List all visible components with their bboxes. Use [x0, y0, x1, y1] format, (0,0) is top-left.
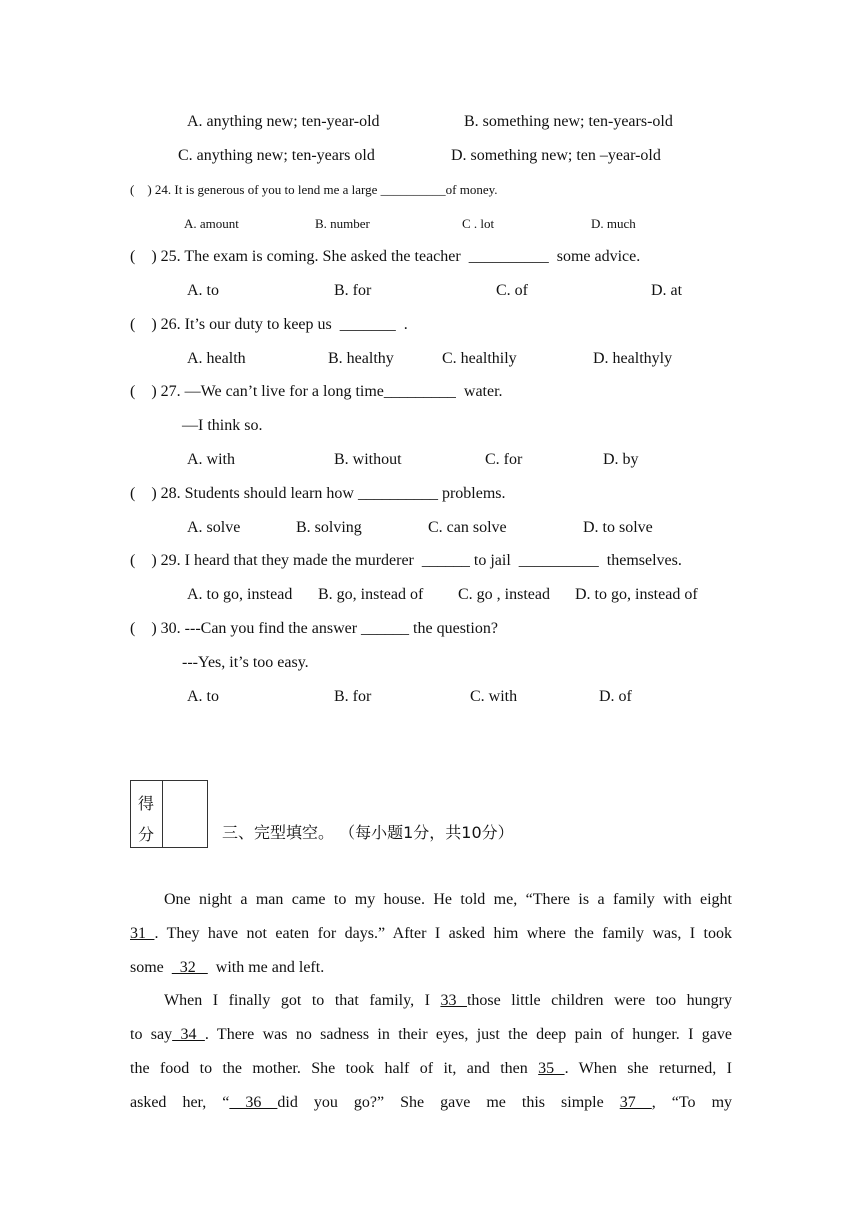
blank-35: 35 [538, 1060, 565, 1077]
passage-line [130, 958, 324, 978]
passage-text: One night a man came to my house. He told me, “There is a family with eight [164, 891, 732, 908]
q25-option-a: A. to [187, 282, 219, 299]
blank-34: 34 [172, 1026, 205, 1043]
passage-text: . There was no sadness in their eyes, just the deep pain of hunger. I gave [204, 1026, 733, 1043]
q25-option-c: C. of [496, 282, 528, 299]
passage-text: those little children were too hungry [466, 992, 733, 1009]
passage-text: . When she returned, I [564, 1060, 732, 1077]
passage-line [130, 890, 732, 910]
passage-text: , “To my [651, 1094, 733, 1111]
q29-option-c: C. go , instead [458, 586, 550, 603]
score-label-bottom: 分 [138, 827, 155, 844]
q30-stem: ( ) 30. ---Can you find the answer ______ the question? [130, 620, 498, 637]
q27-option-b: B. without [334, 451, 402, 468]
q28-stem: ( ) 28. Students should learn how __________ problems. [130, 485, 506, 502]
q26-option-b: B. healthy [328, 350, 394, 367]
passage-text: to say [130, 1026, 173, 1043]
q30-reply: ---Yes, it’s too easy. [182, 654, 309, 671]
q28-option-c: C. can solve [428, 519, 507, 536]
q25-option-b: B. for [334, 282, 372, 299]
q29-option-d: D. to go, instead of [575, 586, 698, 603]
q30-option-c: C. with [470, 688, 518, 705]
q23-option-b: B. something new; ten-years-old [464, 113, 673, 130]
passage-line [130, 924, 732, 944]
passage-line [130, 1025, 732, 1045]
blank-36: 36 [229, 1094, 278, 1111]
score-box-divider [162, 781, 163, 847]
q26-option-c: C. healthily [442, 350, 517, 367]
section-title: 三、完型填空。 （每小题1分，共10分） [222, 823, 514, 842]
q29-stem: ( ) 29. I heard that they made the murderer ______ to jail __________ themselves. [130, 552, 682, 569]
q30-option-b: B. for [334, 688, 372, 705]
q23-option-a: A. anything new; ten-year-old [187, 113, 380, 130]
q29-option-b: B. go, instead of [318, 586, 424, 603]
blank-31: 31 [130, 925, 155, 942]
q27-option-a: A. with [187, 451, 235, 468]
passage-text: some [130, 959, 172, 976]
q28-option-a: A. solve [187, 519, 241, 536]
q25-option-d: D. at [651, 282, 683, 299]
blank-33: 33 [440, 992, 467, 1009]
q26-stem: ( ) 26. It’s our duty to keep us _______ . [130, 316, 408, 333]
q28-option-b: B. solving [296, 519, 362, 536]
q27-option-c: C. for [485, 451, 523, 468]
q24-option-d: D. much [591, 216, 636, 231]
q27-stem: ( ) 27. —We can’t live for a long time_________ water. [130, 383, 503, 400]
q28-option-d: D. to solve [583, 519, 653, 536]
q27-option-d: D. by [603, 451, 639, 468]
passage-text: . They have not eaten for days.” After I asked him where the family was, I took [154, 925, 732, 942]
q30-option-d: D. of [599, 688, 632, 705]
q26-option-a: A. health [187, 350, 246, 367]
q29-option-a: A. to go, instead [187, 586, 293, 603]
score-box [130, 780, 208, 848]
q26-option-d: D. healthyly [593, 350, 673, 367]
q23-option-d: D. something new; ten –year-old [451, 147, 661, 164]
passage-text: When I finally got to that family, I [164, 992, 441, 1009]
passage-line [130, 1059, 732, 1079]
q30-option-a: A. to [187, 688, 219, 705]
q24-option-b: B. number [315, 216, 370, 231]
q27-reply: —I think so. [182, 417, 263, 434]
passage-text: did you go?” She gave me this simple [277, 1094, 620, 1111]
passage-text: with me and left. [207, 959, 325, 976]
q24-stem: ( ) 24. It is generous of you to lend me a large __________of money. [130, 182, 498, 197]
passage-line [130, 1093, 732, 1113]
passage-text: asked her, “ [130, 1094, 230, 1111]
blank-37: 37 [619, 1094, 652, 1111]
q24-option-c: C . lot [462, 216, 495, 231]
q24-option-a: A. amount [184, 216, 239, 231]
q23-option-c: C. anything new; ten-years old [178, 147, 375, 164]
score-label-top: 得 [138, 796, 155, 813]
blank-32: 32 [171, 959, 208, 976]
q25-stem: ( ) 25. The exam is coming. She asked the teacher __________ some advice. [130, 248, 641, 265]
passage-text: the food to the mother. She took half of it, and then [130, 1060, 539, 1077]
passage-line [130, 991, 732, 1011]
